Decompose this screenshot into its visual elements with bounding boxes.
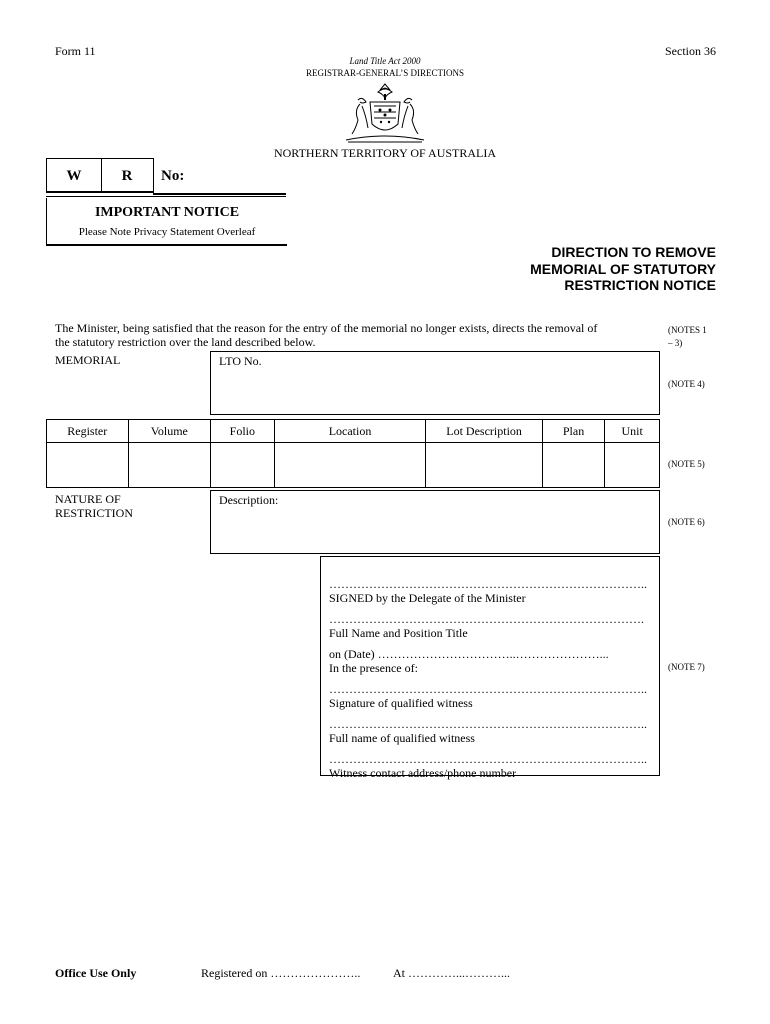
at-field[interactable]: At …………...………...: [393, 966, 510, 980]
nature-of-restriction-line1: NATURE OF: [55, 492, 121, 506]
important-notice-box: [46, 198, 287, 246]
registered-on-field[interactable]: Registered on …………………..: [201, 966, 361, 980]
privacy-note: Please Note Privacy Statement Overleaf: [78, 226, 256, 238]
note-4: (NOTE 4): [668, 379, 705, 389]
notes-1-3: [668, 324, 707, 350]
important-notice-title: IMPORTANT NOTICE: [94, 205, 240, 220]
form-title-line2: MEMORIAL OF STATUTORY: [530, 260, 716, 277]
memorial-label: MEMORIAL: [55, 353, 121, 367]
location-input[interactable]: [274, 443, 426, 488]
divider: [46, 196, 286, 197]
coat-of-arms-icon: [340, 80, 430, 146]
form-title: [420, 244, 716, 294]
witness-signature-label: Signature of qualified witness: [329, 696, 473, 710]
nature-of-restriction-line2: RESTRICTION: [55, 506, 133, 520]
form-title-line1: DIRECTION TO REMOVE: [551, 244, 716, 260]
date-line[interactable]: on (Date) ……………………………..…………………...: [329, 647, 609, 661]
form-number: Form 11: [55, 44, 96, 58]
witness-signature-line[interactable]: ……………………………………………………………………..: [329, 682, 647, 696]
column-header-unit: Unit: [605, 420, 660, 443]
r-cell: [101, 158, 154, 193]
column-header-folio: Folio: [211, 420, 275, 443]
form-title-line3: RESTRICTION NOTICE: [564, 277, 716, 293]
act-title: Land Title Act 2000: [349, 56, 421, 66]
witness-contact-line[interactable]: ……………………………………………………………………..: [329, 752, 647, 766]
notes-1-3-line1: (NOTES 1: [668, 325, 707, 335]
w-cell: [46, 158, 102, 193]
lto-label: LTO No.: [219, 354, 262, 368]
column-header-plan: Plan: [542, 420, 605, 443]
table-header-row: [47, 420, 660, 443]
signed-by-label: SIGNED by the Delegate of the Minister: [329, 591, 526, 605]
registration-number-field[interactable]: [153, 158, 286, 195]
register-input[interactable]: [47, 443, 129, 488]
notes-1-3-line2: – 3): [668, 338, 683, 348]
plan-input[interactable]: [542, 443, 605, 488]
intro-text: [55, 321, 665, 349]
folio-input[interactable]: [211, 443, 275, 488]
column-header-lot-description: Lot Description: [426, 420, 542, 443]
territory-name: NORTHERN TERRITORY OF AUSTRALIA: [273, 146, 497, 160]
directions-title: REGISTRAR-GENERAL’S DIRECTIONS: [306, 68, 464, 78]
minister-signature-line[interactable]: ……………………………………………………………………..: [329, 577, 647, 591]
note-5: (NOTE 5): [668, 459, 705, 469]
note-7: (NOTE 7): [668, 662, 705, 672]
table-row: [47, 443, 660, 488]
witness-contact-label: Witness contact address/phone number: [329, 766, 517, 780]
land-description-table: [46, 419, 660, 488]
lot-description-input[interactable]: [426, 443, 542, 488]
description-field[interactable]: [210, 490, 660, 554]
description-label: Description:: [219, 493, 279, 507]
intro-line1: The Minister, being satisfied that the reason for the entry of the memorial no longer exists, directs the removal of: [55, 321, 598, 335]
column-header-register: Register: [47, 420, 129, 443]
unit-input[interactable]: [605, 443, 660, 488]
lto-number-field[interactable]: [210, 351, 660, 415]
r-label: R: [121, 168, 133, 184]
note-6: (NOTE 6): [668, 517, 705, 527]
w-label: W: [66, 168, 82, 184]
volume-input[interactable]: [128, 443, 211, 488]
intro-line2: the statutory restriction over the land described below.: [55, 335, 316, 349]
column-header-volume: Volume: [128, 420, 211, 443]
full-name-line[interactable]: …………………………………………………………………….: [329, 612, 644, 626]
column-header-location: Location: [274, 420, 426, 443]
signature-box: [320, 556, 660, 780]
nature-of-restriction-label: [55, 492, 133, 520]
full-name-label: Full Name and Position Title: [329, 626, 468, 640]
no-label: No:: [161, 168, 185, 184]
presence-label: In the presence of:: [329, 661, 418, 675]
witness-name-line[interactable]: ……………………………………………………………………..: [329, 717, 647, 731]
witness-name-label: Full name of qualified witness: [329, 731, 475, 745]
office-use-label: Office Use Only: [55, 966, 137, 980]
section-number: Section 36: [665, 44, 716, 58]
